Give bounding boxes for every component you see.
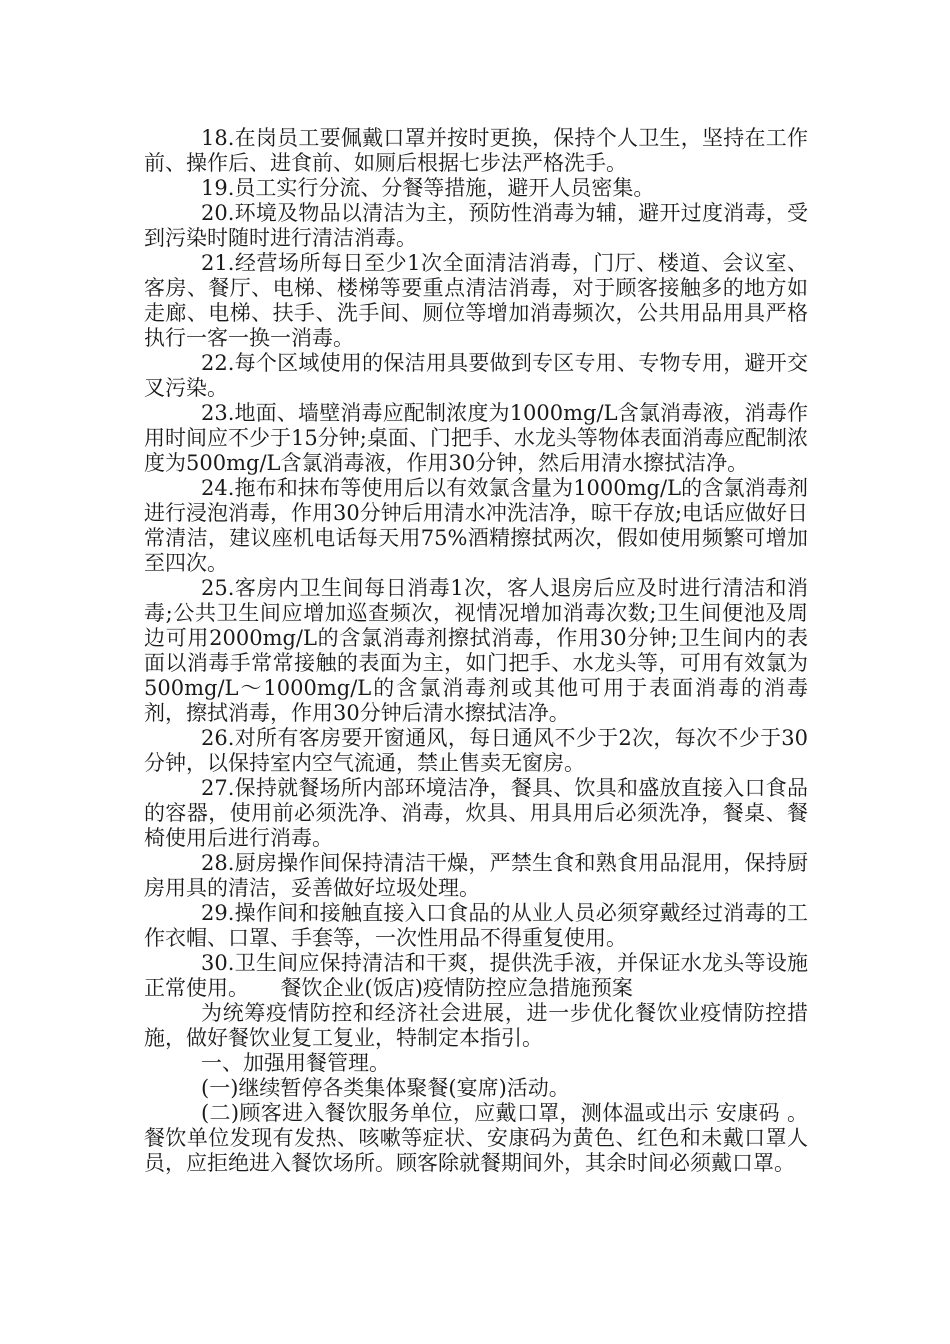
paragraph-20: 20.环境及物品以清洁为主，预防性消毒为辅，避开过度消毒，受到污染时随时进行清洁消毒。: [144, 201, 808, 250]
paragraph-19: 19.员工实行分流、分餐等措施，避开人员密集。: [201, 176, 655, 200]
subsection-2: (二)顾客进入餐饮服务单位，应戴口罩，测体温或出示 安康码 。餐饮单位发现有发热、咳嗽等症状、安康码为黄色、红色和未戴口罩人员，应拒绝进入餐饮场所。顾客除就餐期间外，其余时间必须戴口罩。: [144, 1101, 808, 1175]
subsection-1: (一)继续暂停各类集体聚餐(宴席)活动。: [201, 1076, 570, 1100]
paragraph-21: 21.经营场所每日至少1次全面清洁消毒，门厅、楼道、会议室、客房、餐厅、电梯、楼梯等要重点清洁消毒，对于顾客接触多的地方如走廊、电梯、扶手、洗手间、厕位等增加消毒频次，公共用品用具严格执行一客一换一消毒。: [144, 251, 808, 350]
paragraph-18: 18.在岗员工要佩戴口罩并按时更换，保持个人卫生，坚持在工作前、操作后、进食前、如厕后根据七步法严格洗手。: [144, 126, 808, 175]
document-body: [144, 126, 808, 1176]
paragraph-29: 29.操作间和接触直接入口食品的从业人员必须穿戴经过消毒的工作衣帽、口罩、手套等，一次性用品不得重复使用。: [144, 901, 808, 950]
paragraph-28: 28.厨房操作间保持清洁干燥，严禁生食和熟食用品混用，保持厨房用具的清洁，妥善做好垃圾处理。: [144, 851, 808, 900]
paragraph-23: 23.地面、墙壁消毒应配制浓度为1000mg/L含氯消毒液，消毒作用时间应不少于15分钟;桌面、门把手、水龙头等物体表面消毒应配制浓度为500mg/L含氯消毒液，作用30分钟，然后用清水擦拭洁净。: [144, 401, 808, 475]
paragraph-intro: 为统筹疫情防控和经济社会进展，进一步优化餐饮业疫情防控措施，做好餐饮业复工复业，特制定本指引。: [144, 1001, 808, 1050]
section-heading-1: 一、加强用餐管理。: [201, 1051, 390, 1075]
paragraph-27: 27.保持就餐场所内部环境洁净，餐具、饮具和盛放直接入口食品的容器，使用前必须洗净、消毒，炊具、用具用后必须洗净，餐桌、餐椅使用后进行消毒。: [144, 776, 808, 850]
paragraph-25: 25.客房内卫生间每日消毒1次，客人退房后应及时进行清洁和消毒;公共卫生间应增加巡查频次，视情况增加消毒次数;卫生间便池及周边可用2000mg/L的含氯消毒剂擦拭消毒，作用30分钟;卫生间内的表面以消毒手常常接触的表面为主，如门把手、水龙头等，可用有效氯为500mg/L～1000mg/L的含氯消毒剂或其他可用于表面消毒的消毒剂，擦拭消毒，作用30分钟后清水擦拭洁净。: [144, 576, 808, 725]
paragraph-30: 30.卫生间应保持清洁和干爽，提供洗手液，并保证水龙头等设施正常使用。 餐饮企业(饭店)疫情防控应急措施预案: [144, 951, 808, 1000]
paragraph-24: 24.拖布和抹布等使用后以有效氯含量为1000mg/L的含氯消毒剂进行浸泡消毒，作用30分钟后用清水冲洗洁净，晾干存放;电话应做好日常清洁，建议座机电话每天用75%酒精擦拭两次，假如使用频繁可增加至四次。: [144, 476, 808, 575]
paragraph-26: 26.对所有客房要开窗通风，每日通风不少于2次，每次不少于30分钟，以保持室内空气流通，禁止售卖无窗房。: [144, 726, 808, 775]
paragraph-22: 22.每个区域使用的保洁用具要做到专区专用、专物专用，避开交叉污染。: [144, 351, 808, 400]
